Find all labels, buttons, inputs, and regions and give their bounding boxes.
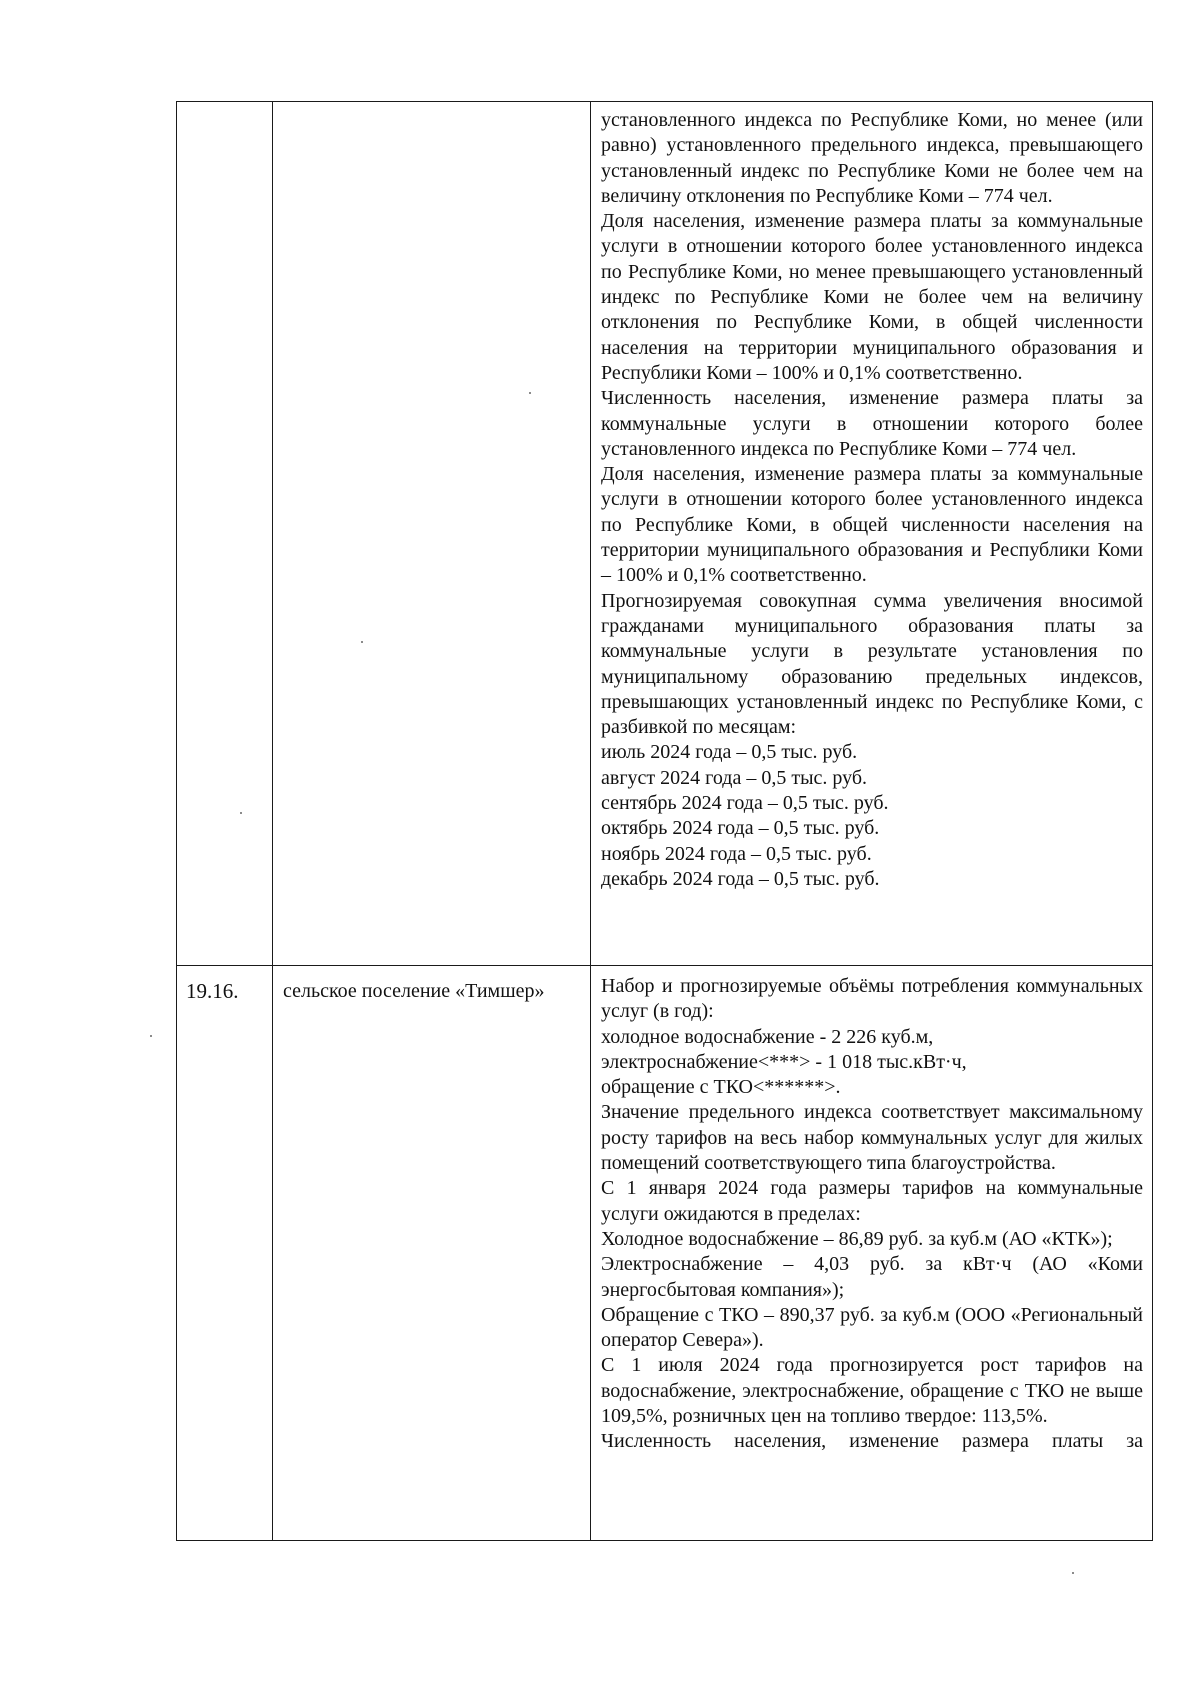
consumption-volume: электроснабжение<***> - 1 018 тыс.кВт·ч, [601, 1050, 967, 1073]
paragraph: Численность населения, изменение размера платы за коммунальные услуги в отношении которого более установленного индекса по Республике Коми – 774 чел. [601, 387, 1143, 460]
paragraph: Электроснабжение – 4,03 руб. за кВт·ч (АО «Коми энергосбытовая компания»); [601, 1253, 1143, 1301]
table-row [177, 102, 1153, 966]
paragraph: установленного индекса по Республике Коми, но менее (или равно) установленного предельного индекса, превышающего установленный индекс по Республике Коми не более чем на величину отклонения по Республике Коми – 774 чел. [601, 109, 1143, 207]
monthly-amount: июль 2024 года – 0,5 тыс. руб. [601, 741, 858, 764]
paragraph: Обращение с ТКО – 890,37 руб. за куб.м (ООО «Региональный оператор Севера»). [601, 1303, 1143, 1352]
monthly-amount: август 2024 года – 0,5 тыс. руб. [601, 766, 868, 789]
paragraph: С 1 января 2024 года размеры тарифов на коммунальные услуги ожидаются в пределах: [601, 1177, 1143, 1225]
row-number-cell [177, 102, 273, 966]
monthly-amount: ноябрь 2024 года – 0,5 тыс. руб. [601, 842, 872, 865]
scan-speck [150, 1035, 152, 1037]
paragraph: Численность населения, изменение размера платы за [601, 1430, 1143, 1453]
municipality-name-cell [273, 102, 591, 966]
paragraph: Доля населения, изменение размера платы за коммунальные услуги в отношении которого более установленного индекса по Республике Коми, в общей численности населения на территории муниципального образования и Республики Коми – 100% и 0,1% соответственно. [601, 463, 1143, 587]
paragraph: Прогнозируемая совокупная сумма увеличения вносимой гражданами муниципального образования платы за коммунальные услуги в результате установления по муниципальному образованию предельных индексов, превышающих установленный индекс по Республике Коми, с разбивкой по месяцам: [601, 589, 1143, 739]
monthly-amount: октябрь 2024 года – 0,5 тыс. руб. [601, 817, 880, 840]
paragraph: Значение предельного индекса соответствует максимальному росту тарифов на весь набор коммунальных услуг для жилых помещений соответствующего типа благоустройства. [601, 1101, 1143, 1175]
indicator-description-cell [591, 966, 1153, 1541]
paragraph: Доля населения, изменение размера платы за коммунальные услуги в отношении которого более установленного индекса по Республике Коми, но менее превышающего установленный индекс по Республике Коми не более чем на величину отклонения по Республике Коми, в общей численности населения на территории муниципального образования и Республики Коми – 100% и 0,1% соответственно. [601, 210, 1143, 384]
scan-speck [1072, 1572, 1074, 1574]
scan-speck [240, 812, 242, 814]
consumption-volume: холодное водоснабжение - 2 226 куб.м, [601, 1025, 934, 1048]
municipality-name-cell [273, 966, 591, 1541]
monthly-amount: декабрь 2024 года – 0,5 тыс. руб. [601, 867, 880, 890]
table-row [177, 966, 1153, 1541]
consumption-volume: обращение с ТКО<******>. [601, 1076, 841, 1099]
municipality-name: сельское поселение «Тимшер» [283, 980, 545, 1002]
monthly-amount: сентябрь 2024 года – 0,5 тыс. руб. [601, 792, 889, 815]
paragraph: Холодное водоснабжение – 86,89 руб. за куб.м (АО «КТК»); [601, 1227, 1113, 1250]
paragraph: Набор и прогнозируемые объёмы потребления коммунальных услуг (в год): [601, 975, 1143, 1023]
row-number-cell [177, 966, 273, 1541]
indicator-description-cell [591, 102, 1153, 966]
scan-speck [529, 392, 531, 394]
tariff-table [176, 101, 1153, 1541]
row-number: 19.16. [186, 979, 239, 1003]
scan-speck [361, 641, 363, 643]
paragraph: С 1 июля 2024 года прогнозируется рост тарифов на водоснабжение, электроснабжение, обращение с ТКО не выше 109,5%, розничных цен на топливо твердое: 113,5%. [601, 1354, 1143, 1428]
